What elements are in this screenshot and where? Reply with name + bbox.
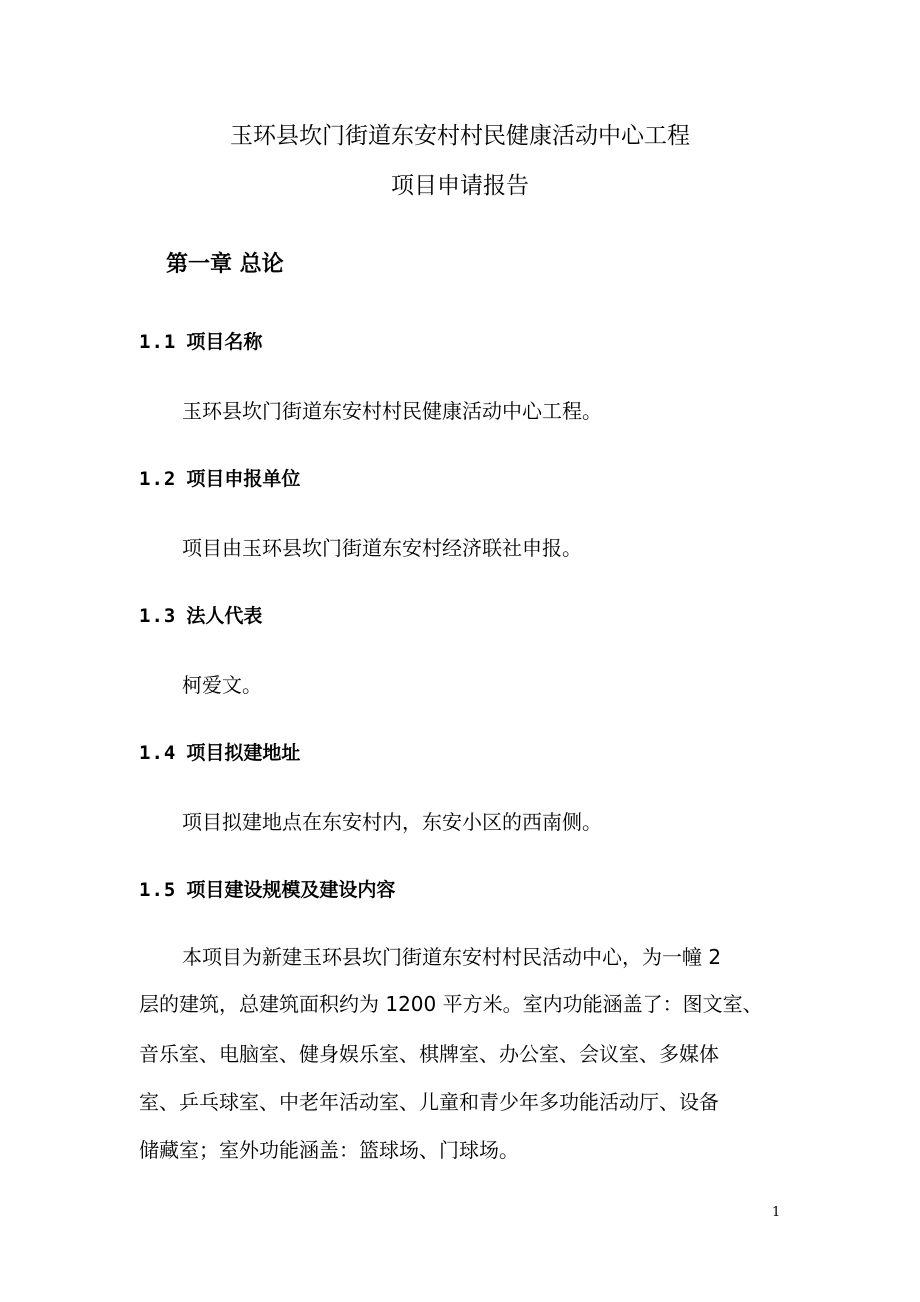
- section-number: 1.5: [139, 879, 177, 901]
- section-title: 项目拟建地址: [186, 742, 301, 764]
- section-text-1-5-line: 室、乒乓球室、中老年活动室、儿童和青少年多功能活动厅、设备: [139, 1090, 719, 1114]
- section-text-1-4: 项目拟建地点在东安村内，东安小区的西南侧。: [182, 810, 602, 834]
- section-text-1-5-line: 音乐室、电脑室、健身娱乐室、棋牌室、办公室、会议室、多媒体: [139, 1042, 719, 1066]
- section-heading-1-3: [139, 602, 262, 630]
- section-text-1-2: 项目由玉环县坎门街道东安村经济联社申报。: [182, 536, 582, 560]
- document-title-line1: 玉环县坎门街道东安村村民健康活动中心工程: [230, 123, 690, 149]
- section-text-1-5-line: 层的建筑，总建筑面积约为 1200 平方米。室内功能涵盖了：图文室、: [139, 992, 763, 1016]
- section-text-1-5-line: 本项目为新建玉环县坎门街道东安村村民活动中心，为一幢 2: [182, 945, 722, 969]
- section-number: 1.1: [139, 331, 177, 353]
- section-heading-1-2: [139, 465, 300, 493]
- section-title: 项目建设规模及建设内容: [186, 879, 396, 901]
- section-number: 1.2: [139, 468, 177, 490]
- page-number: 1: [772, 1205, 781, 1220]
- section-number: 1.4: [139, 742, 177, 764]
- section-text-1-5-line: 储藏室；室外功能涵盖：篮球场、门球场。: [139, 1138, 519, 1162]
- section-title: 法人代表: [186, 605, 263, 627]
- section-heading-1-1: [139, 328, 262, 356]
- chapter-heading: 第一章 总论: [166, 252, 284, 277]
- section-title: 项目名称: [186, 331, 263, 353]
- section-text-1-1: 玉环县坎门街道东安村村民健康活动中心工程。: [182, 399, 602, 423]
- section-number: 1.3: [139, 605, 177, 627]
- section-title: 项目申报单位: [186, 468, 301, 490]
- section-heading-1-5: [139, 876, 395, 904]
- document-title-line2: 项目申请报告: [391, 173, 529, 199]
- section-heading-1-4: [139, 739, 300, 767]
- section-text-1-3: 柯爱文。: [182, 673, 262, 697]
